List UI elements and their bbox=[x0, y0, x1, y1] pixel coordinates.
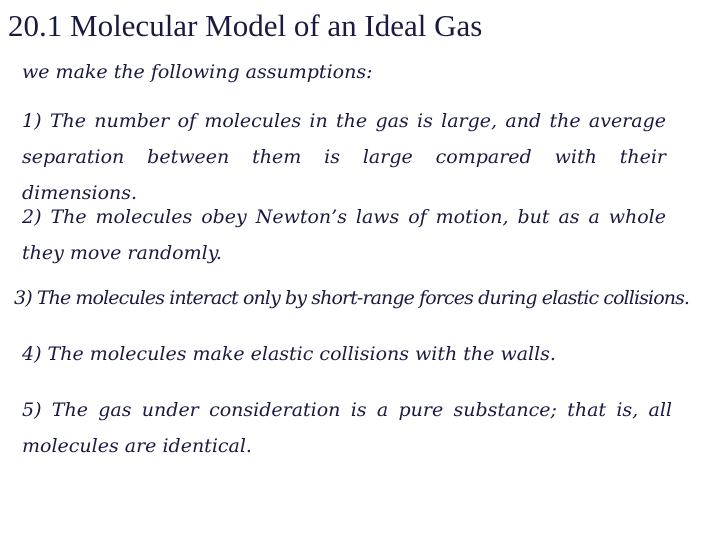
assumption-item-3: 3) The molecules interact only by short-range forces during elastic collisions. bbox=[14, 287, 690, 309]
assumption-item-2: 2) The molecules obey Newton’s laws of motion, but as a whole they move randomly. bbox=[22, 206, 666, 264]
slide-title: 20.1 Molecular Model of an Ideal Gas bbox=[8, 8, 483, 43]
intro-text: we make the following assumptions: bbox=[22, 61, 373, 83]
assumption-item-1: 1) The number of molecules in the gas is large, and the average separation between them is large compared with their dimensions. bbox=[22, 110, 666, 204]
assumption-item-4: 4) The molecules make elastic collisions with the walls. bbox=[22, 343, 556, 365]
assumption-item-5: 5) The gas under consideration is a pure substance; that is, all molecules are identical. bbox=[22, 399, 672, 457]
